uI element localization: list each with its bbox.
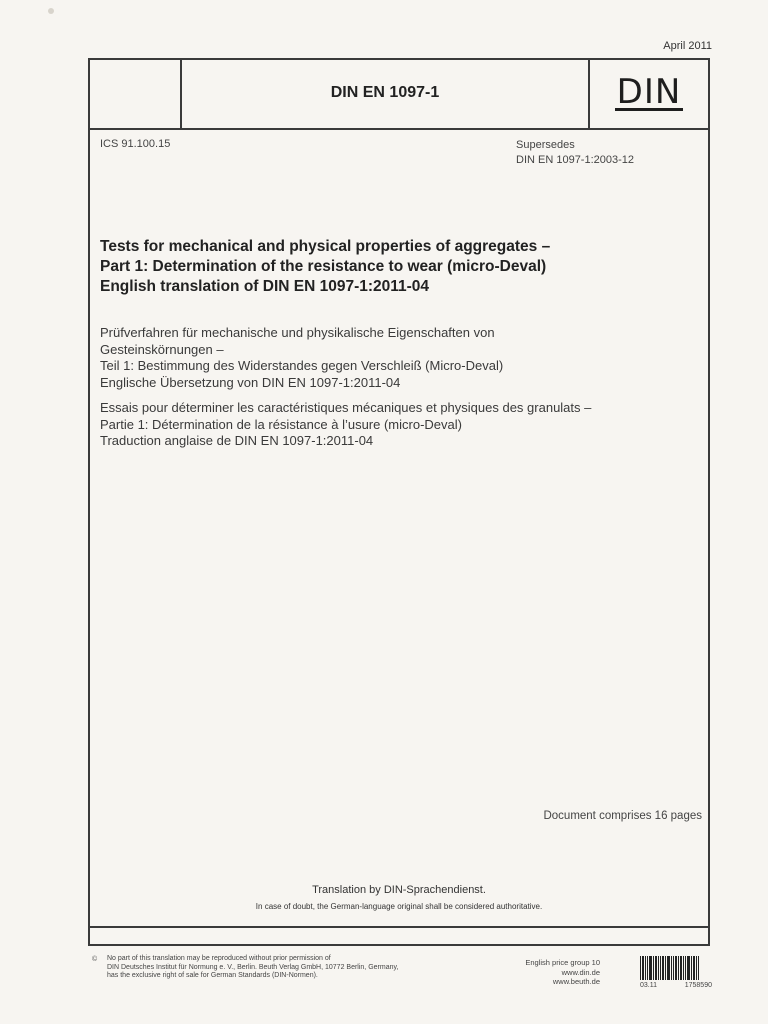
- publication-date: April 2011: [663, 40, 712, 52]
- copyright-notice: [107, 955, 487, 981]
- german-title-line: Prüfverfahren für mechanische und physikalische Eigenschaften von: [100, 325, 495, 340]
- copyright-line: DIN Deutsches Institut für Normung e. V., Berlin. Beuth Verlag GmbH, 10772 Berlin, Germany,: [107, 963, 399, 971]
- copyright-icon: ©: [92, 956, 98, 963]
- header-row: [88, 58, 710, 130]
- din-logo-cell: [588, 58, 708, 128]
- price-info: [496, 958, 600, 987]
- footer-divider: [88, 926, 710, 928]
- english-title-line: English translation of DIN EN 1097-1:2011-04: [100, 278, 430, 295]
- page-count: Document comprises 16 pages: [543, 810, 702, 822]
- supersedes-block: [516, 138, 634, 168]
- german-title: [100, 325, 700, 391]
- english-title-line: Tests for mechanical and physical properties of aggregates –: [100, 238, 551, 255]
- copyright-line: has the exclusive right of sale for German Standards (DIN-Normen).: [107, 972, 318, 979]
- ics-code: ICS 91.100.15: [100, 138, 171, 150]
- french-title: [100, 400, 710, 450]
- french-title-line: Partie 1: Détermination de la résistance à l’usure (micro-Deval): [100, 416, 462, 432]
- supersedes-value: DIN EN 1097-1:2003-12: [516, 154, 635, 166]
- din-logo-icon: DIN: [616, 71, 682, 112]
- barcode-numbers: [640, 982, 712, 989]
- din-website: www.din.de: [561, 967, 600, 977]
- english-title: [100, 237, 700, 297]
- authority-note: In case of doubt, the German-language original shall be considered authoritative.: [255, 902, 543, 911]
- french-title-line: Traduction anglaise de DIN EN 1097-1:2011-04: [100, 433, 374, 448]
- price-group: English price group 10: [525, 958, 600, 967]
- supersedes-label: Supersedes: [516, 139, 575, 151]
- german-title-line: Gesteinskörnungen –: [100, 341, 224, 357]
- barcode-date: 03.11: [640, 982, 657, 989]
- standard-number: DIN EN 1097-1: [330, 84, 440, 101]
- copyright-line: No part of this translation may be reproduced without prior permission of: [107, 955, 331, 962]
- french-title-line: Essais pour déterminer les caractéristiques mécaniques et physiques des granulats –: [100, 400, 592, 415]
- translation-credit: Translation by DIN-Sprachendienst.: [312, 884, 486, 896]
- barcode-number: 1758590: [684, 982, 712, 989]
- barcode-icon: [640, 956, 710, 980]
- german-title-line: Teil 1: Bestimmung des Widerstandes gegen Verschleiß (Micro-Deval): [100, 358, 504, 373]
- english-title-line: Part 1: Determination of the resistance to wear (micro-Deval): [100, 258, 547, 275]
- beuth-website: www.beuth.de: [552, 977, 600, 986]
- german-title-line: Englische Übersetzung von DIN EN 1097-1:2011-04: [100, 374, 401, 390]
- scan-mark: [48, 8, 54, 14]
- header-empty-cell: [88, 58, 182, 128]
